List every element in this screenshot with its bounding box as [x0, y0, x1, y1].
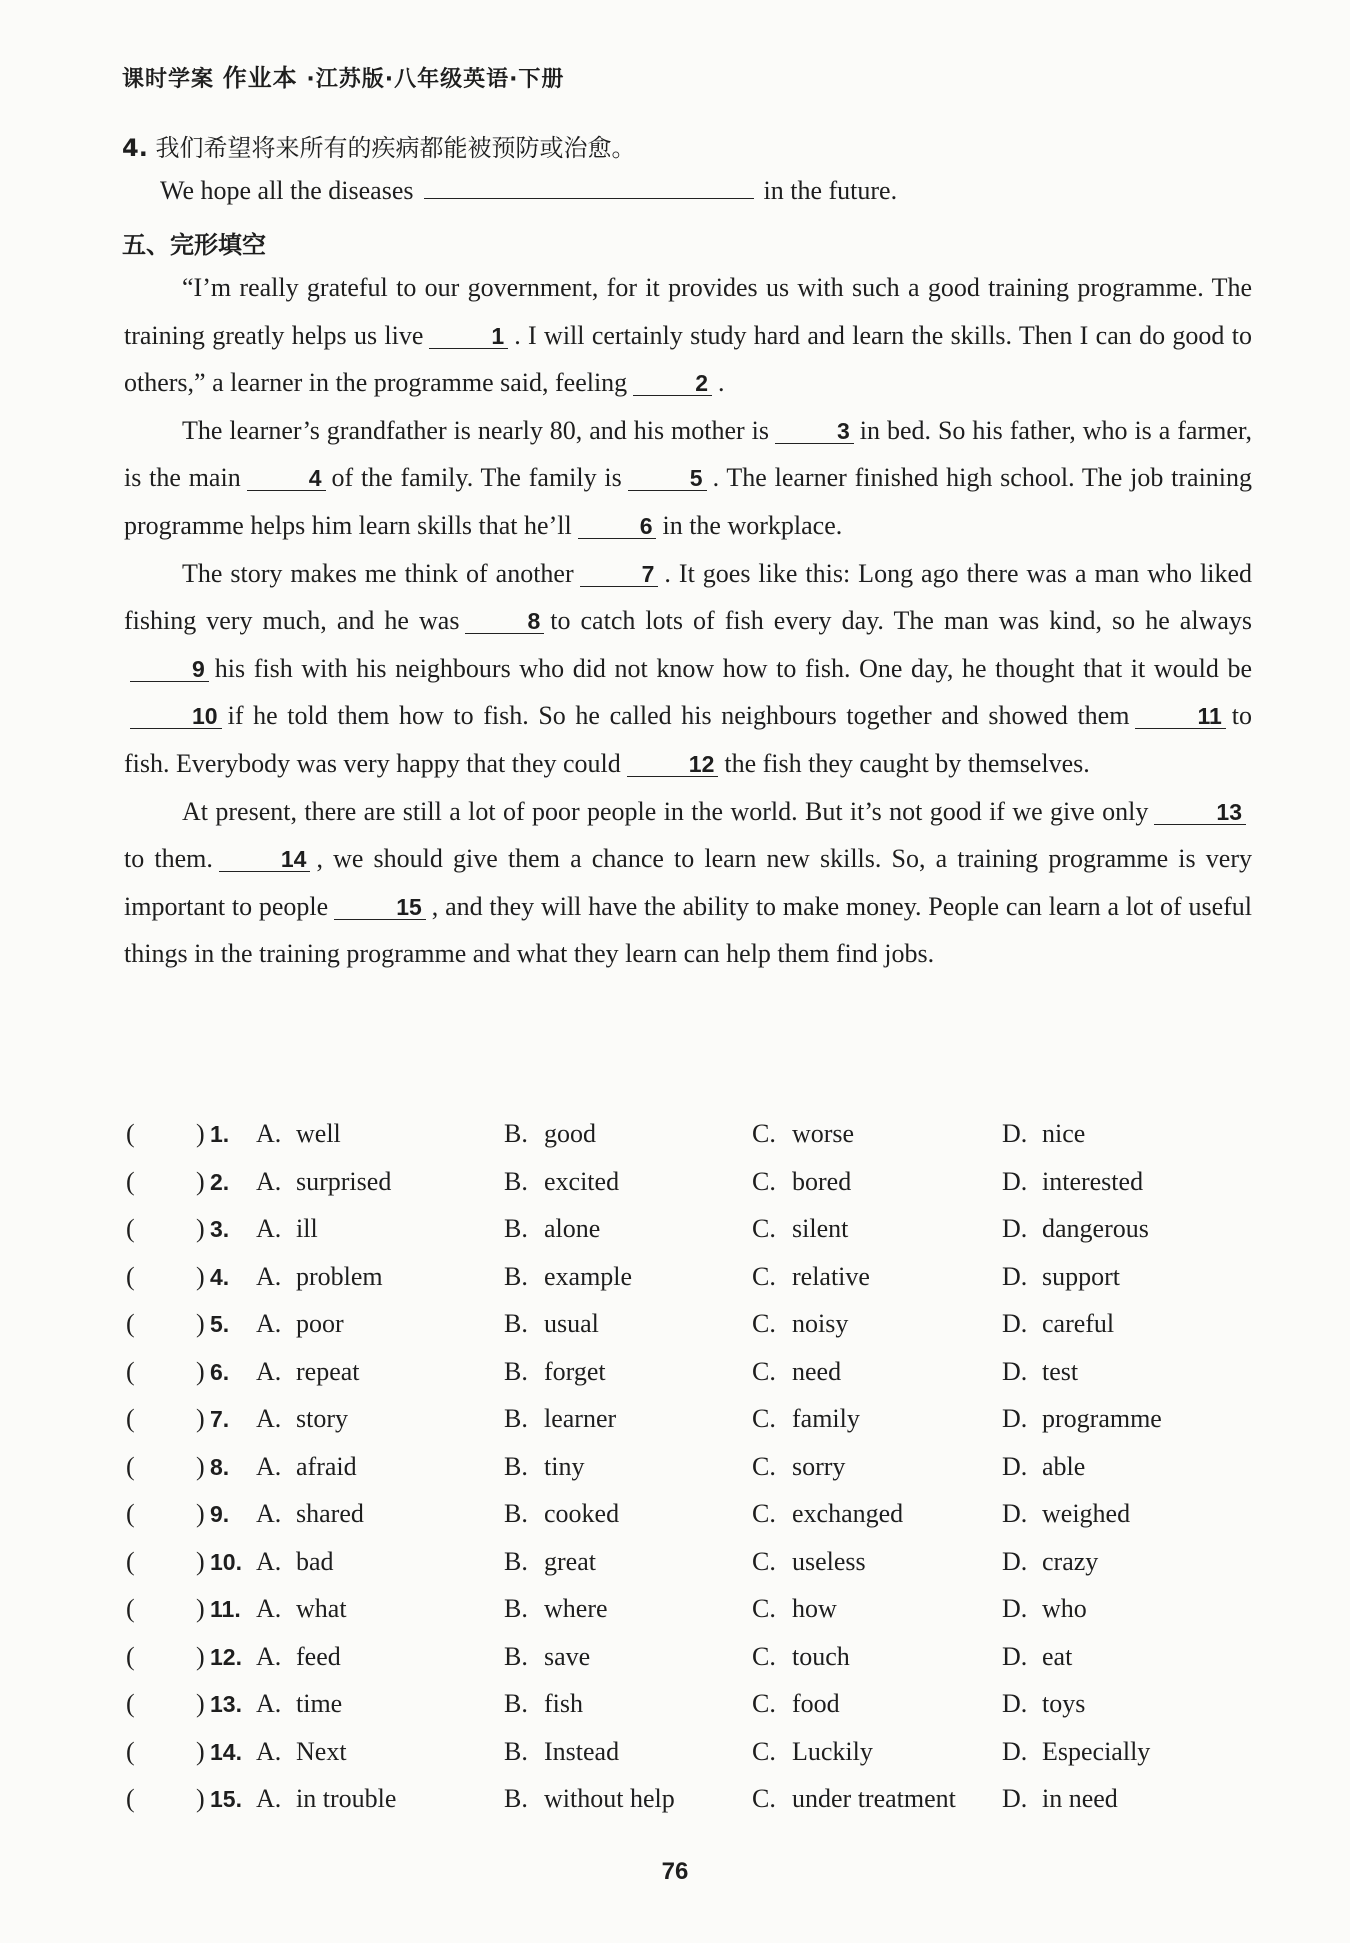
answer-paren-close[interactable]: ) — [196, 1309, 205, 1338]
option-text: time — [296, 1689, 343, 1718]
passage-text: At present, there are still a lot of poor people in the world. But it’s not good if we give only — [182, 796, 1149, 826]
cloze-blank-6[interactable]: 6 — [578, 514, 657, 539]
cloze-blank-14[interactable]: 14 — [219, 847, 311, 872]
answer-paren-open[interactable]: ( — [126, 1594, 135, 1623]
option-b[interactable] — [504, 1737, 619, 1767]
answer-paren-close[interactable]: ) — [196, 1166, 205, 1196]
answer-paren-open[interactable]: ( — [126, 1736, 135, 1766]
cloze-blank-4[interactable]: 4 — [247, 466, 326, 491]
option-letter: A. — [256, 1641, 282, 1671]
option-row-1 — [126, 1119, 1266, 1167]
option-b[interactable] — [504, 1499, 619, 1529]
option-text: without help — [544, 1784, 675, 1813]
question-number: 7. — [210, 1406, 230, 1432]
option-letter: B. — [504, 1214, 528, 1243]
header-series: 课时学案 — [122, 67, 215, 92]
answer-paren-close[interactable]: ) — [196, 1689, 205, 1718]
answer-paren-close[interactable]: ) — [196, 1641, 205, 1671]
question-4-text-before: We hope all the diseases — [160, 176, 414, 205]
answer-paren-open[interactable]: ( — [126, 1451, 135, 1481]
option-text: bored — [792, 1166, 852, 1196]
option-letter: A. — [256, 1451, 282, 1481]
running-header — [122, 58, 564, 93]
option-letter: C. — [752, 1356, 776, 1386]
answer-paren-open[interactable]: ( — [126, 1784, 135, 1813]
answer-paren-close[interactable]: ) — [196, 1451, 205, 1481]
option-letter: B. — [504, 1784, 528, 1813]
option-row-4 — [126, 1262, 1266, 1310]
answer-paren-open[interactable]: ( — [126, 1689, 135, 1718]
question-4-english — [160, 174, 897, 206]
option-c[interactable] — [752, 1119, 854, 1149]
option-c[interactable] — [752, 1214, 848, 1244]
passage-paragraph-3 — [124, 550, 1252, 788]
option-letter: D. — [1002, 1594, 1028, 1623]
option-letter: D. — [1002, 1736, 1028, 1766]
option-b[interactable] — [504, 1784, 675, 1814]
option-a[interactable] — [256, 1594, 347, 1624]
question-number: 4. — [210, 1263, 230, 1290]
option-text: in trouble — [296, 1784, 397, 1813]
option-text: Next — [296, 1736, 347, 1766]
cloze-blank-1[interactable]: 1 — [429, 324, 508, 349]
answer-paren-close[interactable]: ) — [196, 1499, 205, 1528]
cloze-blank-9[interactable]: 9 — [130, 657, 209, 682]
answer-paren-close[interactable]: ) — [196, 1119, 205, 1148]
option-text: alone — [544, 1214, 601, 1243]
answer-paren-close[interactable]: ) — [196, 1356, 205, 1386]
option-text: problem — [296, 1261, 383, 1291]
cloze-blank-10[interactable]: 10 — [130, 704, 222, 729]
option-text: exchanged — [792, 1499, 904, 1528]
option-d[interactable] — [1002, 1499, 1130, 1529]
option-c[interactable] — [752, 1309, 848, 1339]
option-letter: C. — [752, 1784, 776, 1813]
option-letter: C. — [752, 1404, 776, 1433]
question-4-chinese — [122, 128, 635, 163]
option-text: eat — [1042, 1641, 1073, 1671]
option-text: bad — [296, 1546, 334, 1576]
answer-paren-close[interactable]: ) — [196, 1214, 205, 1243]
question-number: 14. — [210, 1738, 242, 1765]
option-letter: A. — [256, 1594, 282, 1623]
answer-paren-close[interactable]: ) — [196, 1784, 205, 1813]
option-letter: D. — [1002, 1641, 1028, 1671]
option-a[interactable] — [256, 1452, 357, 1482]
option-text: dangerous — [1042, 1214, 1149, 1243]
option-d[interactable] — [1002, 1689, 1085, 1719]
option-b[interactable] — [504, 1214, 600, 1244]
option-letter: B. — [504, 1689, 528, 1718]
option-text: great — [544, 1546, 596, 1576]
question-4-prompt: 我们希望将来所有的疾病都能被预防或治愈。 — [155, 134, 636, 162]
passage-text: to them. — [124, 844, 213, 874]
answer-paren-close[interactable]: ) — [196, 1404, 205, 1433]
option-letter: B. — [504, 1119, 528, 1148]
option-text: shared — [296, 1499, 364, 1528]
option-text: Instead — [544, 1736, 620, 1766]
option-text: family — [792, 1404, 860, 1433]
question-number: 9. — [210, 1501, 230, 1527]
option-row-12 — [126, 1642, 1266, 1690]
option-text: careful — [1042, 1309, 1115, 1338]
option-letter: B. — [504, 1261, 528, 1291]
option-text: in need — [1042, 1784, 1118, 1813]
question-number: 10. — [210, 1548, 242, 1575]
option-b[interactable] — [504, 1689, 583, 1719]
option-letter: C. — [752, 1689, 776, 1718]
option-letter: C. — [752, 1499, 776, 1528]
header-edition: ·江苏版·八年级英语·下册 — [306, 67, 565, 92]
option-c[interactable] — [752, 1167, 851, 1197]
option-b[interactable] — [504, 1119, 596, 1149]
option-letter: C. — [752, 1641, 776, 1671]
option-d[interactable] — [1002, 1262, 1120, 1292]
answer-paren-close[interactable]: ) — [196, 1594, 205, 1623]
question-number: 8. — [210, 1453, 230, 1480]
question-number: 13. — [210, 1691, 242, 1717]
option-letter: A. — [256, 1499, 282, 1528]
option-d[interactable] — [1002, 1214, 1149, 1244]
passage-text: , and they will have the ability to make money. People can learn a lot of useful things in the training programme and what they learn can help them find jobs. — [124, 891, 1253, 969]
cloze-blank-15[interactable]: 15 — [334, 895, 426, 920]
option-text: afraid — [296, 1451, 357, 1481]
option-a[interactable] — [256, 1357, 360, 1387]
option-a[interactable] — [256, 1262, 383, 1292]
option-a[interactable] — [256, 1214, 318, 1244]
option-text: fish — [544, 1689, 583, 1718]
option-letter: D. — [1002, 1499, 1028, 1528]
option-letter: A. — [256, 1784, 282, 1813]
passage-text: in bed. So his father, who is a farmer, is the main — [124, 415, 1252, 493]
passage-paragraph-1 — [124, 264, 1252, 407]
question-number: 5. — [210, 1311, 230, 1337]
option-text: toys — [1042, 1689, 1086, 1718]
option-letter: C. — [752, 1594, 776, 1623]
cloze-blank-5[interactable]: 5 — [628, 466, 707, 491]
option-row-2 — [126, 1167, 1266, 1215]
option-text: noisy — [792, 1309, 849, 1338]
passage-text: . It goes like this: Long ago there was a man who liked fishing very much, and he was — [124, 558, 1252, 636]
option-letter: A. — [256, 1356, 282, 1386]
option-letter: C. — [752, 1119, 776, 1148]
option-letter: C. — [752, 1261, 776, 1291]
answer-paren-open[interactable]: ( — [126, 1404, 135, 1433]
option-b[interactable] — [504, 1642, 590, 1672]
cloze-blank-11[interactable]: 11 — [1135, 704, 1225, 729]
option-letter: A. — [256, 1214, 282, 1243]
question-number: 1. — [210, 1121, 230, 1147]
option-letter: D. — [1002, 1689, 1028, 1718]
answer-paren-open[interactable]: ( — [126, 1356, 135, 1386]
option-a[interactable] — [256, 1167, 391, 1197]
question-4-text-after: in the future. — [763, 176, 898, 205]
option-b[interactable] — [504, 1357, 606, 1387]
option-letter: D. — [1002, 1356, 1028, 1386]
option-text: usual — [544, 1309, 599, 1338]
question-4-number: 4. — [122, 134, 148, 162]
answer-paren-close[interactable]: ) — [196, 1546, 205, 1576]
answer-paren-open[interactable]: ( — [126, 1309, 135, 1338]
option-text: surprised — [296, 1166, 392, 1196]
option-letter: A. — [256, 1119, 282, 1148]
option-letter: C. — [752, 1546, 776, 1576]
option-c[interactable] — [752, 1689, 840, 1719]
option-row-15 — [126, 1784, 1266, 1832]
option-text: tiny — [544, 1451, 585, 1481]
option-row-11 — [126, 1594, 1266, 1642]
option-b[interactable] — [504, 1594, 608, 1624]
option-letter: B. — [504, 1499, 528, 1528]
option-letter: C. — [752, 1451, 776, 1481]
option-letter: B. — [504, 1404, 528, 1433]
answer-paren-open[interactable]: ( — [126, 1499, 135, 1528]
option-c[interactable] — [752, 1499, 903, 1529]
option-b[interactable] — [504, 1309, 599, 1339]
option-text: useless — [792, 1546, 866, 1576]
option-row-3 — [126, 1214, 1266, 1262]
option-letter: A. — [256, 1166, 282, 1196]
passage-text: . The learner finished high school. The job training programme helps him learn skills that he’ll — [124, 463, 1253, 540]
option-text: programme — [1042, 1404, 1162, 1433]
option-text: ill — [296, 1214, 318, 1243]
option-d[interactable] — [1002, 1594, 1087, 1624]
option-row-10 — [126, 1547, 1266, 1595]
option-d[interactable] — [1002, 1737, 1150, 1767]
option-text: nice — [1042, 1119, 1086, 1148]
option-letter: B. — [504, 1736, 528, 1766]
option-b[interactable] — [504, 1262, 632, 1292]
option-text: feed — [296, 1641, 341, 1671]
question-number: 12. — [210, 1643, 242, 1670]
option-letter: A. — [256, 1261, 282, 1291]
option-row-7 — [126, 1404, 1266, 1452]
option-text: Luckily — [792, 1736, 873, 1766]
option-d[interactable] — [1002, 1452, 1085, 1482]
passage-text: The learner’s grandfather is nearly 80, and his mother is — [182, 415, 769, 445]
cloze-blank-8[interactable]: 8 — [465, 609, 544, 634]
option-text: sorry — [792, 1451, 846, 1481]
option-letter: D. — [1002, 1166, 1028, 1196]
option-letter: A. — [256, 1404, 282, 1433]
option-text: test — [1042, 1356, 1079, 1386]
passage-text: . I will certainly study hard and learn the skills. Then I can do good to others,” a learner in the programme said, feeling — [124, 320, 1252, 398]
option-letter: D. — [1002, 1119, 1028, 1148]
option-text: learner — [544, 1404, 617, 1433]
option-text: able — [1042, 1451, 1086, 1481]
option-a[interactable] — [256, 1309, 344, 1339]
option-a[interactable] — [256, 1689, 342, 1719]
option-letter: D. — [1002, 1546, 1028, 1576]
option-c[interactable] — [752, 1594, 837, 1624]
option-b[interactable] — [504, 1452, 584, 1482]
question-number: 15. — [210, 1786, 242, 1812]
option-text: story — [296, 1404, 348, 1433]
option-text: under treatment — [792, 1784, 956, 1813]
cloze-blank-3[interactable]: 3 — [775, 419, 854, 444]
option-text: where — [544, 1594, 608, 1623]
answer-options-list — [126, 1119, 1266, 1832]
option-letter: B. — [504, 1594, 528, 1623]
option-row-13 — [126, 1689, 1266, 1737]
option-letter: D. — [1002, 1309, 1028, 1338]
option-text: who — [1042, 1594, 1087, 1623]
option-d[interactable] — [1002, 1784, 1118, 1814]
option-c[interactable] — [752, 1547, 866, 1577]
option-letter: C. — [752, 1309, 776, 1338]
passage-text: . — [717, 368, 725, 398]
option-d[interactable] — [1002, 1119, 1085, 1149]
question-number: 2. — [210, 1168, 230, 1195]
option-row-6 — [126, 1357, 1266, 1405]
passage-paragraph-4 — [124, 788, 1252, 978]
option-c[interactable] — [752, 1404, 860, 1434]
answer-paren-open[interactable]: ( — [126, 1546, 135, 1576]
passage-text: in the workplace. — [662, 510, 843, 540]
option-b[interactable] — [504, 1547, 596, 1577]
answer-paren-open[interactable]: ( — [126, 1166, 135, 1196]
option-letter: D. — [1002, 1451, 1028, 1481]
option-letter: B. — [504, 1166, 528, 1196]
passage-text: if he told them how to fish. So he called his neighbours together and showed them — [227, 701, 1130, 731]
option-text: worse — [792, 1119, 855, 1148]
option-row-5 — [126, 1309, 1266, 1357]
option-a[interactable] — [256, 1547, 334, 1577]
passage-paragraph-2 — [124, 407, 1252, 550]
option-text: interested — [1042, 1166, 1144, 1196]
passage-text: the fish they caught by themselves. — [724, 748, 1090, 778]
cloze-passage — [124, 264, 1252, 978]
option-letter: B. — [504, 1309, 528, 1338]
option-letter: A. — [256, 1736, 282, 1766]
option-text: Especially — [1042, 1736, 1151, 1766]
option-d[interactable] — [1002, 1357, 1078, 1387]
option-letter: D. — [1002, 1404, 1028, 1433]
option-text: excited — [544, 1166, 620, 1196]
option-d[interactable] — [1002, 1309, 1114, 1339]
option-text: example — [544, 1261, 633, 1291]
option-b[interactable] — [504, 1404, 616, 1434]
answer-paren-close[interactable]: ) — [196, 1261, 205, 1291]
option-letter: A. — [256, 1546, 282, 1576]
cloze-blank-2[interactable]: 2 — [633, 371, 712, 396]
option-text: silent — [792, 1214, 849, 1243]
passage-text: “I’m really grateful to our government, for it provides us with such a good training programme. The training greatly helps us live — [124, 273, 1252, 350]
option-text: forget — [544, 1356, 606, 1386]
option-letter: B. — [504, 1546, 528, 1576]
cloze-blank-13[interactable]: 13 — [1154, 800, 1246, 825]
option-letter: C. — [752, 1736, 776, 1766]
option-text: relative — [792, 1261, 870, 1291]
option-a[interactable] — [256, 1784, 396, 1814]
option-d[interactable] — [1002, 1642, 1072, 1672]
option-row-8 — [126, 1452, 1266, 1500]
option-letter: A. — [256, 1689, 282, 1718]
option-text: poor — [296, 1309, 344, 1338]
option-letter: C. — [752, 1214, 776, 1243]
option-letter: D. — [1002, 1261, 1028, 1291]
option-b[interactable] — [504, 1167, 619, 1197]
option-c[interactable] — [752, 1357, 841, 1387]
option-d[interactable] — [1002, 1547, 1098, 1577]
option-text: need — [792, 1356, 842, 1386]
option-text: cooked — [544, 1499, 620, 1528]
option-text: support — [1042, 1261, 1120, 1291]
option-c[interactable] — [752, 1737, 873, 1767]
cloze-blank-7[interactable]: 7 — [580, 562, 659, 587]
question-number: 3. — [210, 1216, 230, 1242]
option-a[interactable] — [256, 1642, 341, 1672]
answer-paren-open[interactable]: ( — [126, 1641, 135, 1671]
answer-paren-open[interactable]: ( — [126, 1261, 135, 1291]
option-row-9 — [126, 1499, 1266, 1547]
option-letter: D. — [1002, 1784, 1028, 1813]
option-c[interactable] — [752, 1642, 850, 1672]
cloze-blank-12[interactable]: 12 — [627, 752, 719, 777]
option-text: what — [296, 1594, 347, 1623]
option-text: how — [792, 1594, 837, 1623]
option-row-14 — [126, 1737, 1266, 1785]
question-number: 6. — [210, 1358, 230, 1385]
option-letter: B. — [504, 1641, 528, 1671]
answer-paren-open[interactable]: ( — [126, 1119, 135, 1148]
option-d[interactable] — [1002, 1404, 1162, 1434]
passage-text: to fish. Everybody was very happy that they could — [124, 701, 1252, 778]
question-4-answer-blank[interactable] — [424, 174, 754, 199]
header-book: 作业本 — [222, 64, 298, 92]
option-text: food — [792, 1689, 840, 1718]
option-a[interactable] — [256, 1499, 364, 1529]
option-text: touch — [792, 1641, 850, 1671]
option-letter: D. — [1002, 1214, 1028, 1243]
option-letter: C. — [752, 1166, 776, 1196]
option-text: save — [544, 1641, 591, 1671]
option-letter: B. — [504, 1356, 528, 1386]
section-title: 五、完形填空 — [122, 231, 266, 259]
answer-paren-open[interactable]: ( — [126, 1214, 135, 1243]
option-a[interactable] — [256, 1737, 347, 1767]
option-text: crazy — [1042, 1546, 1099, 1576]
option-text: well — [296, 1119, 341, 1148]
option-text: good — [544, 1119, 596, 1148]
passage-text: , we should give them a chance to learn new skills. So, a training programme is very important to people — [124, 844, 1252, 921]
option-c[interactable] — [752, 1452, 845, 1482]
passage-text: of the family. The family is — [331, 463, 622, 493]
option-letter: B. — [504, 1451, 528, 1481]
option-letter: A. — [256, 1309, 282, 1338]
passage-text: his fish with his neighbours who did not know how to fish. One day, he thought that it would be — [214, 653, 1252, 683]
page-number: 76 — [661, 1858, 689, 1885]
answer-paren-close[interactable]: ) — [196, 1736, 205, 1766]
option-c[interactable] — [752, 1262, 870, 1292]
passage-text: to catch lots of fish every day. The man was kind, so he always — [550, 606, 1252, 636]
passage-text: The story makes me think of another — [182, 558, 574, 588]
question-number: 11. — [210, 1596, 241, 1622]
option-text: weighed — [1042, 1499, 1131, 1528]
option-d[interactable] — [1002, 1167, 1143, 1197]
option-c[interactable] — [752, 1784, 956, 1814]
option-a[interactable] — [256, 1404, 348, 1434]
option-text: repeat — [296, 1356, 360, 1386]
option-a[interactable] — [256, 1119, 341, 1149]
